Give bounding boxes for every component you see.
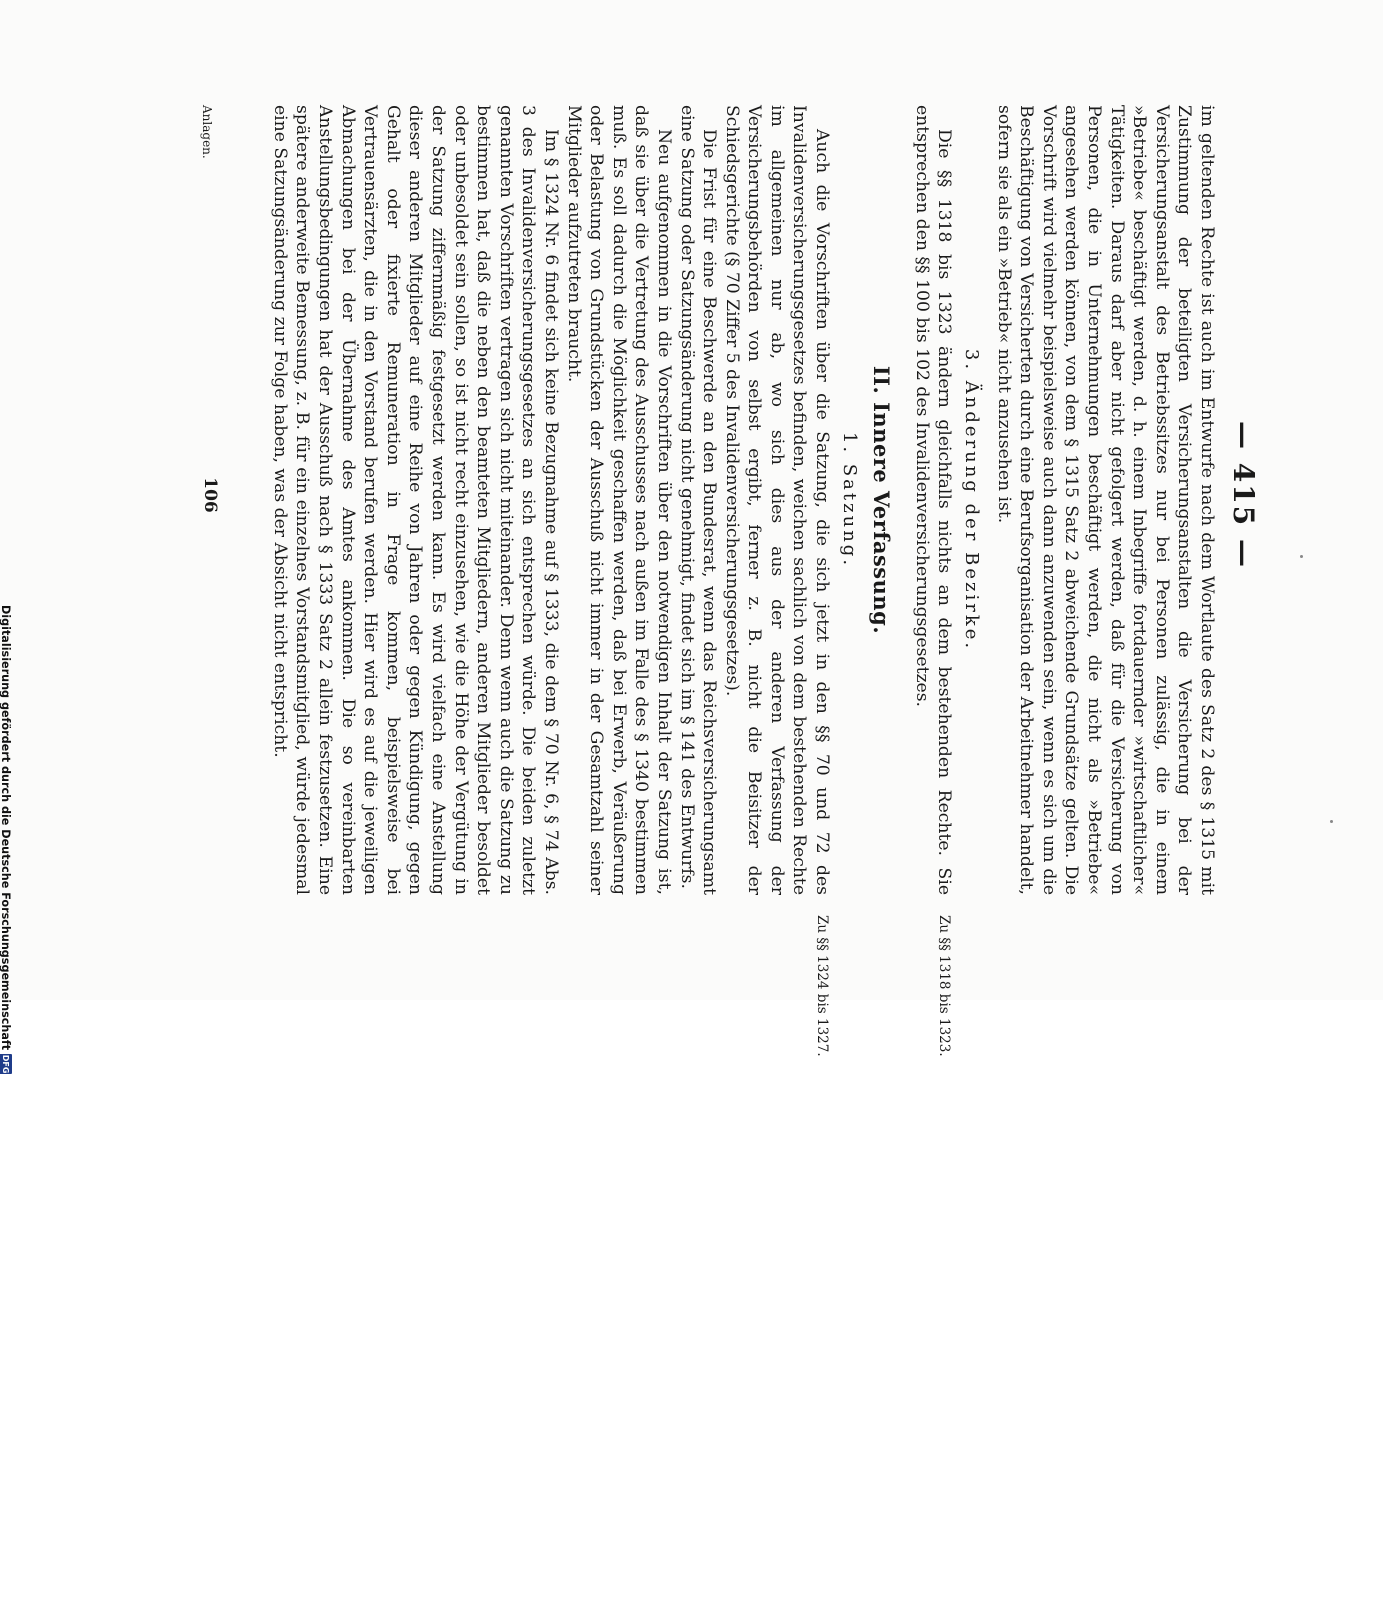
dfg-logo-icon: DFG	[1, 1054, 11, 1074]
margin-note-1324: Zu §§ 1324 bis 1327.	[814, 915, 831, 1057]
section-II-paragraph-3: Neu aufgenommen in die Vorschriften über den notwendigen Inhalt der Satzung ist, daß sie über die Vertretung des Ausschusses nach außen im Falle des § 1340 bestimmen muß. Es soll dadurch die Möglichkeit geschaffen werden, daß bei Erwerb, Veräußerung oder Belastung von Grundstücken der Ausschuß nicht immer in der Gesamtzahl seiner Mitglieder aufzutreten braucht.	[563, 105, 674, 895]
section-II-paragraph-4: Im § 1324 Nr. 6 findet sich keine Bezugnahme auf § 1333, die dem § 70 Nr. 6, § 74 Abs. 3 des Invalidenversicherungsgesetzes an sich entsprechen würde. Die beiden zuletzt genannten Vorschriften vertragen sich nicht miteinander. Denn wenn auch die Satzung zu bestimmen hat, daß die neben den beamteten Mitgliedern, anderen Mitglieder besoldet oder unbesoldet sein sollen, so ist nicht recht einzusehen, wie die Höhe der Vergütung in der Satzung ziffernmäßig festgesetzt werden kann. Es wird vielfach eine Anstellung dieser anderen Mitglieder auf eine Reihe von Jahren oder gegen Kündigung, gegen Gehalt oder fixierte Remuneration in Frage kommen, beispielsweise bei Vertrauensärzten, die in den Vorstand berufen werden. Hier wird es auf die jeweiligen Abmachungen bei der Übernahme des Amtes ankommen. Die so vereinbarten Anstellungsbedingungen hat der Ausschuß nach § 1333 Satz 2 allein festzusetzen. Eine spätere anderweite Bemessung, z. B. für ein einzelnes Vorstandsmitglied, würde jedesmal eine Satzungsänderung zur Folge haben, was der Absicht nicht entspricht.	[269, 105, 561, 895]
credit-text: Digitalisierung gefördert durch die Deutsche Forschungsgemeinschaft	[0, 605, 13, 1051]
rotated-document-page	[160, 20, 1260, 1057]
section-3-text: Die §§ 1318 bis 1323 ändern gleichfalls nichts an dem bestehenden Rechte. Sie entsprechen den §§ 100 bis 102 des Invalidenversicherungsgesetzes.	[911, 105, 955, 895]
digitization-credit	[0, 605, 16, 1605]
footer-anlagen: Anlagen.	[200, 105, 214, 159]
document-body	[268, 105, 1218, 1057]
section-II-paragraph-2: Die Frist für eine Beschwerde an den Bundesrat, wenn das Reichsversicherungsamt eine Satzung oder Satzungsänderung nicht genehmigt, findet sich im § 141 des Entwurfs.	[676, 105, 720, 895]
page-number: — 415 —	[1227, 421, 1260, 569]
section-II-title: II. Innere Verfassung.	[869, 365, 895, 635]
section-3-title: 3. Änderung der Bezirke.	[961, 348, 983, 652]
scan-speck	[1300, 555, 1303, 558]
scan-speck	[1330, 820, 1333, 823]
footer-sheet-number: 106	[200, 477, 220, 513]
paragraph-intro: im geltenden Rechte ist auch im Entwurfe nach dem Wortlaute des Satz 2 des § 1315 mit Zustimmung der beteiligten Versicherungsanstalten die Versicherung bei der Versicherungsanstalt des Betriebssitzes nur bei Personen zulässig, die in einem »Betriebe« beschäftigt werden, d. h. einem Inbegriffe fortdauernder »wirtschaftlicher« Tätigkeiten. Daraus darf aber nicht gefolgert werden, daß für die Versicherung von Personen, die in Unternehmungen beschäftigt werden, die nicht als »Betriebe« angesehen werden können, von dem § 1315 Satz 2 abweichende Grundsätze gelten. Die Vorschrift wird vielmehr beispielsweise auch dann anzuwenden sein, wenn es sich um die Beschäftigung von Versicherten durch eine Berufsorganisation der Arbeitnehmer handelt, sofern sie als ein »Betrieb« nicht anzusehen ist.	[993, 105, 1217, 895]
section-II-paragraph-1: Auch die Vorschriften über die Satzung, die sich jetzt in den §§ 70 und 72 des Invalidenversicherungsgesetzes befinden, weichen sachlich von dem bestehenden Rechte im allgemeinen nur ab, wo sich dies aus der anderen Verfassung der Versicherungsbehörden von selbst ergibt, ferner z. B. nicht die Beisitzer der Schiedsgerichte (§ 70 Ziffer 5 des Invalidenversicherungsgesetzes).	[721, 105, 833, 895]
margin-note-1318: Zu §§ 1318 bis 1323.	[936, 915, 953, 1057]
section-II-subtitle: 1. Satzung.	[838, 431, 860, 569]
